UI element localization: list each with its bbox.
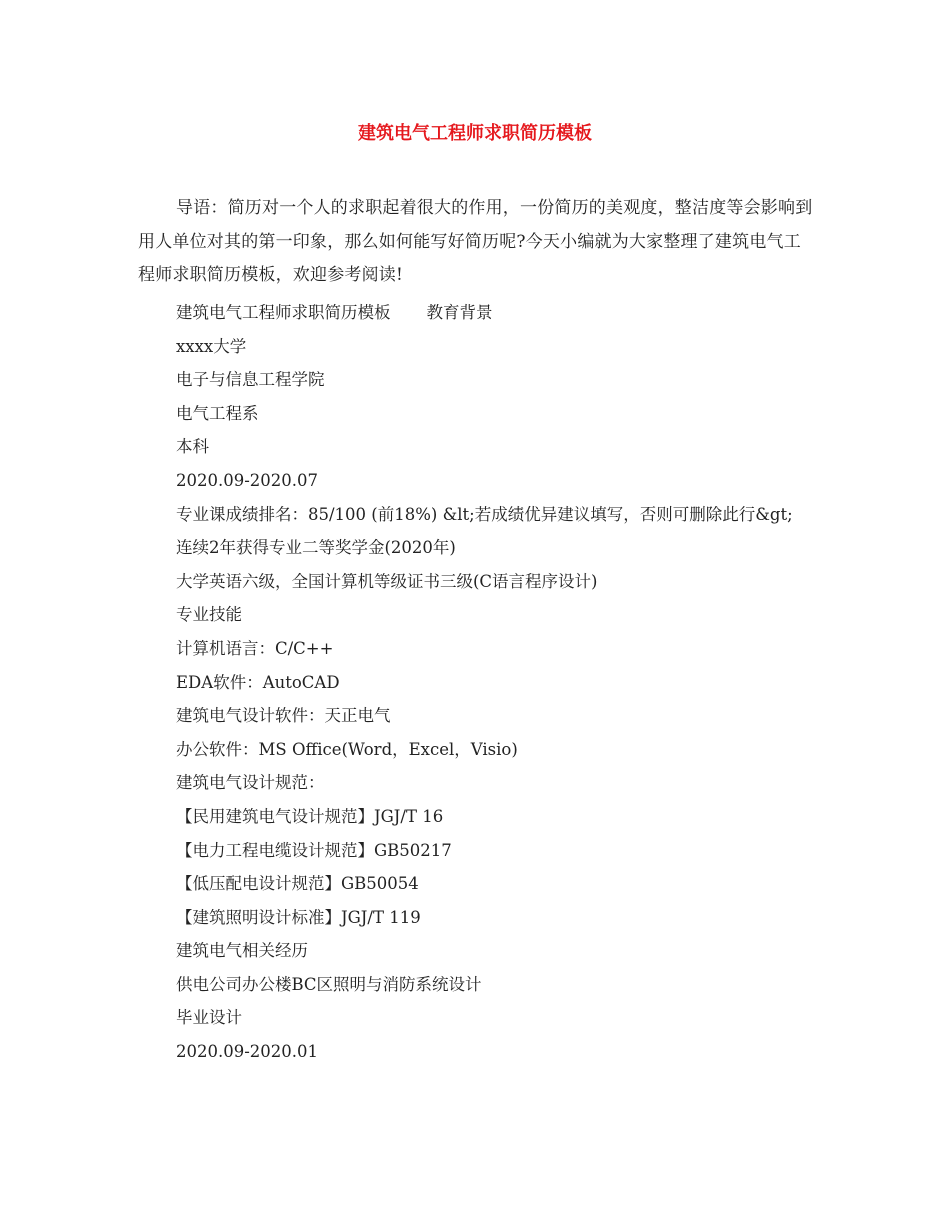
design-software-line: 建筑电气设计软件：天正电气 bbox=[176, 706, 391, 726]
degree-line: 本科 bbox=[176, 437, 209, 457]
university-line: xxxx大学 bbox=[176, 336, 247, 356]
resume-content bbox=[176, 296, 816, 1069]
experience-heading: 建筑电气相关经历 bbox=[176, 941, 308, 961]
heading-line bbox=[176, 296, 816, 330]
scholarship-line: 连续2年获得专业二等奖学金(2020年) bbox=[176, 538, 456, 558]
standard-item: 【建筑照明设计标准】JGJ/T 119 bbox=[176, 907, 421, 927]
department-line: 电气工程系 bbox=[176, 403, 259, 423]
heading-line-left: 建筑电气工程师求职简历模板 bbox=[176, 303, 391, 322]
college-line: 电子与信息工程学院 bbox=[176, 370, 325, 390]
ranking-line: 专业课成绩排名：85/100 (前18%) &lt;若成绩优异建议填写，否则可删除此行&gt; bbox=[176, 504, 793, 524]
standard-item: 【民用建筑电气设计规范】JGJ/T 16 bbox=[176, 806, 444, 826]
project-title-line: 供电公司办公楼BC区照明与消防系统设计 bbox=[176, 974, 482, 994]
design-standards-heading: 建筑电气设计规范： bbox=[176, 773, 325, 793]
skills-heading: 专业技能 bbox=[176, 605, 242, 625]
standard-item: 【低压配电设计规范】GB50054 bbox=[176, 874, 419, 894]
project-period-line: 2020.09-2020.01 bbox=[176, 1042, 319, 1062]
study-period-line: 2020.09-2020.07 bbox=[176, 470, 319, 490]
eda-line: EDA软件：AutoCAD bbox=[176, 672, 340, 692]
heading-line-right: 教育背景 bbox=[426, 303, 493, 322]
certificate-line: 大学英语六级，全国计算机等级证书三级(C语言程序设计) bbox=[176, 571, 598, 591]
programming-line: 计算机语言：C/C++ bbox=[176, 638, 334, 658]
standard-item: 【电力工程电缆设计规范】GB50217 bbox=[176, 840, 452, 860]
document-title: 建筑电气工程师求职简历模板 bbox=[358, 123, 592, 144]
project-type-line: 毕业设计 bbox=[176, 1008, 242, 1028]
office-software-line: 办公软件：MS Office(Word，Excel，Visio) bbox=[176, 739, 518, 759]
intro-paragraph: 导语：简历对一个人的求职起着很大的作用，一份简历的美观度，整洁度等会影响到用人单位对其的第一印象，那么如何能写好简历呢?今天小编就为大家整理了建筑电气工程师求职简历模板，欢迎参考阅读! bbox=[138, 198, 813, 285]
